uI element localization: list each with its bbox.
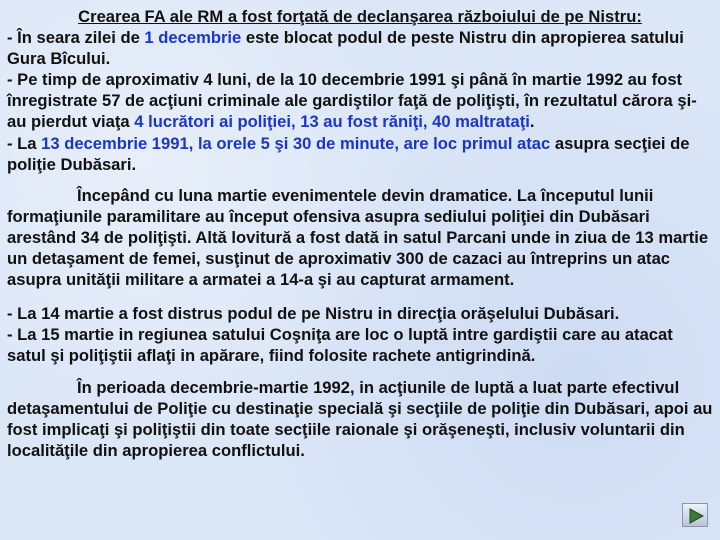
- paragraph-first-attack: [7, 133, 713, 175]
- text: - În seara zilei de: [7, 28, 145, 48]
- paragraph-cosnita-battle: - La 15 martie in regiunea satului Coşniţa are loc o luptă intre gardiştii care au atacat satul şi poliţiştii aflaţi in apărare, fiind folosite rachete antigrindină.: [7, 325, 673, 366]
- highlight-first-attack: 13 decembrie 1991, la orele 5 şi 30 de minute, are loc primul atac: [41, 133, 551, 153]
- section-march: [7, 303, 713, 366]
- paragraph-bridge-blocked: [7, 27, 713, 69]
- text: - Pe timp de aproximativ 4 luni, de la 10 decembrie 1991 şi până în martie 1992 au fost înregistrate 57 de acţiuni criminale ale gardiştilor faţă de poliţişti, în rezultatul cărora şi-au pierdut viaţa: [7, 70, 697, 132]
- highlight-date: 1 decembrie: [144, 28, 242, 48]
- highlight-casualties: 4 lucrători ai poliţiei, 13 au fost răniţi, 40 maltrataţi: [134, 112, 530, 132]
- paragraph-combat-participants: În perioada decembrie-martie 1992, in acţiunile de luptă a luat parte efectivul detaşamentului de Poliţie cu destinaţie specială şi secţiile de poliţie din Dubăsari, apoi au fost implicaţi şi poliţiştii din toate secţiile raionale şi orăşeneşti, inclusiv voluntarii din localităţile din apropierea conflictului.: [7, 377, 713, 460]
- text: .: [529, 112, 535, 132]
- section-december: [7, 27, 713, 175]
- slide-content: [7, 6, 713, 461]
- paragraph-bridge-destroyed: - La 14 martie a fost distrus podul de pe Nistru in direcţia orăşelului Dubăsari.: [7, 304, 620, 324]
- next-arrow-icon: [688, 508, 704, 524]
- text: asupra secţiei de poliţie Dubăsari.: [7, 133, 690, 174]
- text: este blocat podul de peste Nistru din apropierea satului Gura Bîcului.: [7, 28, 684, 69]
- paragraph-march-events: Începând cu luna martie evenimentele devin dramatice. La începutul lunii formaţiunile paramilitare au început ofensiva asupra sediului poliţiei din Dubăsari arestând 34 de poliţişti. Altă lovitură a fost dată in satul Parcani unde in ziua de 13 martie un detaşament de femei, susţinut de aproximativ 300 de cazaci au întreprins un atac asupra unităţii militare a armatei a 14-a şi au capturat armament.: [7, 185, 709, 290]
- paragraph-criminal-actions: [7, 69, 713, 132]
- next-slide-button[interactable]: [682, 503, 708, 527]
- text: - La: [7, 133, 42, 153]
- slide-title: Crearea FA ale RM a fost forţată de declanşarea războiului de pe Nistru:: [78, 7, 642, 26]
